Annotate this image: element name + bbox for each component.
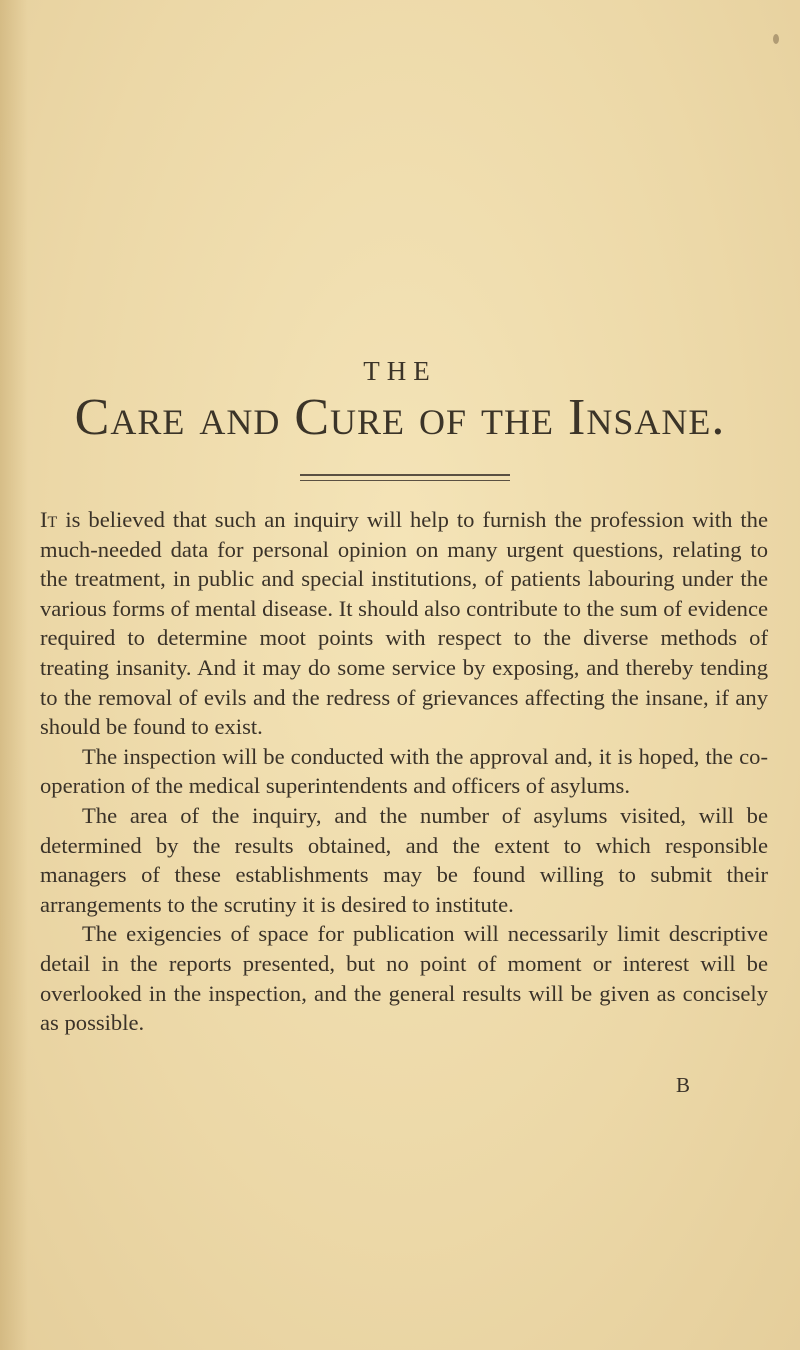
signature-mark: B: [676, 1073, 691, 1097]
paper-blemish: [773, 34, 779, 44]
page-gutter-shadow: [0, 0, 28, 1350]
title-rule-thin: [300, 480, 510, 481]
title-rule-thick: [300, 474, 510, 476]
page-title: Care and Cure of the Insane.: [74, 389, 726, 446]
heading-the: THE: [363, 356, 437, 386]
paragraph-4: The exigencies of space for publication will necessarily limit descriptive detail in the reports presented, but no point of moment or interest will be overlooked in the inspection, and the general results will be given as concisely as possible.: [40, 921, 768, 1036]
paragraph-1-initial: It: [40, 507, 58, 532]
body-text: [40, 505, 768, 1038]
paragraph-2: The inspection will be conducted with the approval and, it is hoped, the co-operation of the medical superintendents and officers of asylums.: [40, 743, 768, 799]
paragraph-3: The area of the inquiry, and the number of asylums visited, will be determined by the results obtained, and the extent to which responsible managers of these establishments may be found willing to submit their arrangements to the scrutiny it is desired to institute.: [40, 802, 768, 917]
paragraph-1: It is believed that such an inquiry will help to furnish the profession with the much-needed data for personal opinion on many urgent questions, relating to the treatment, in public and special institutions, of patients labouring under the various forms of mental disease. It should also contribute to the sum of evidence required to determine moot points with respect to the diverse methods of treating insanity. And it may do some service by exposing, and thereby tending to the removal of evils and the redress of grievances affecting the insane, if any should be found to exist.: [40, 507, 768, 740]
